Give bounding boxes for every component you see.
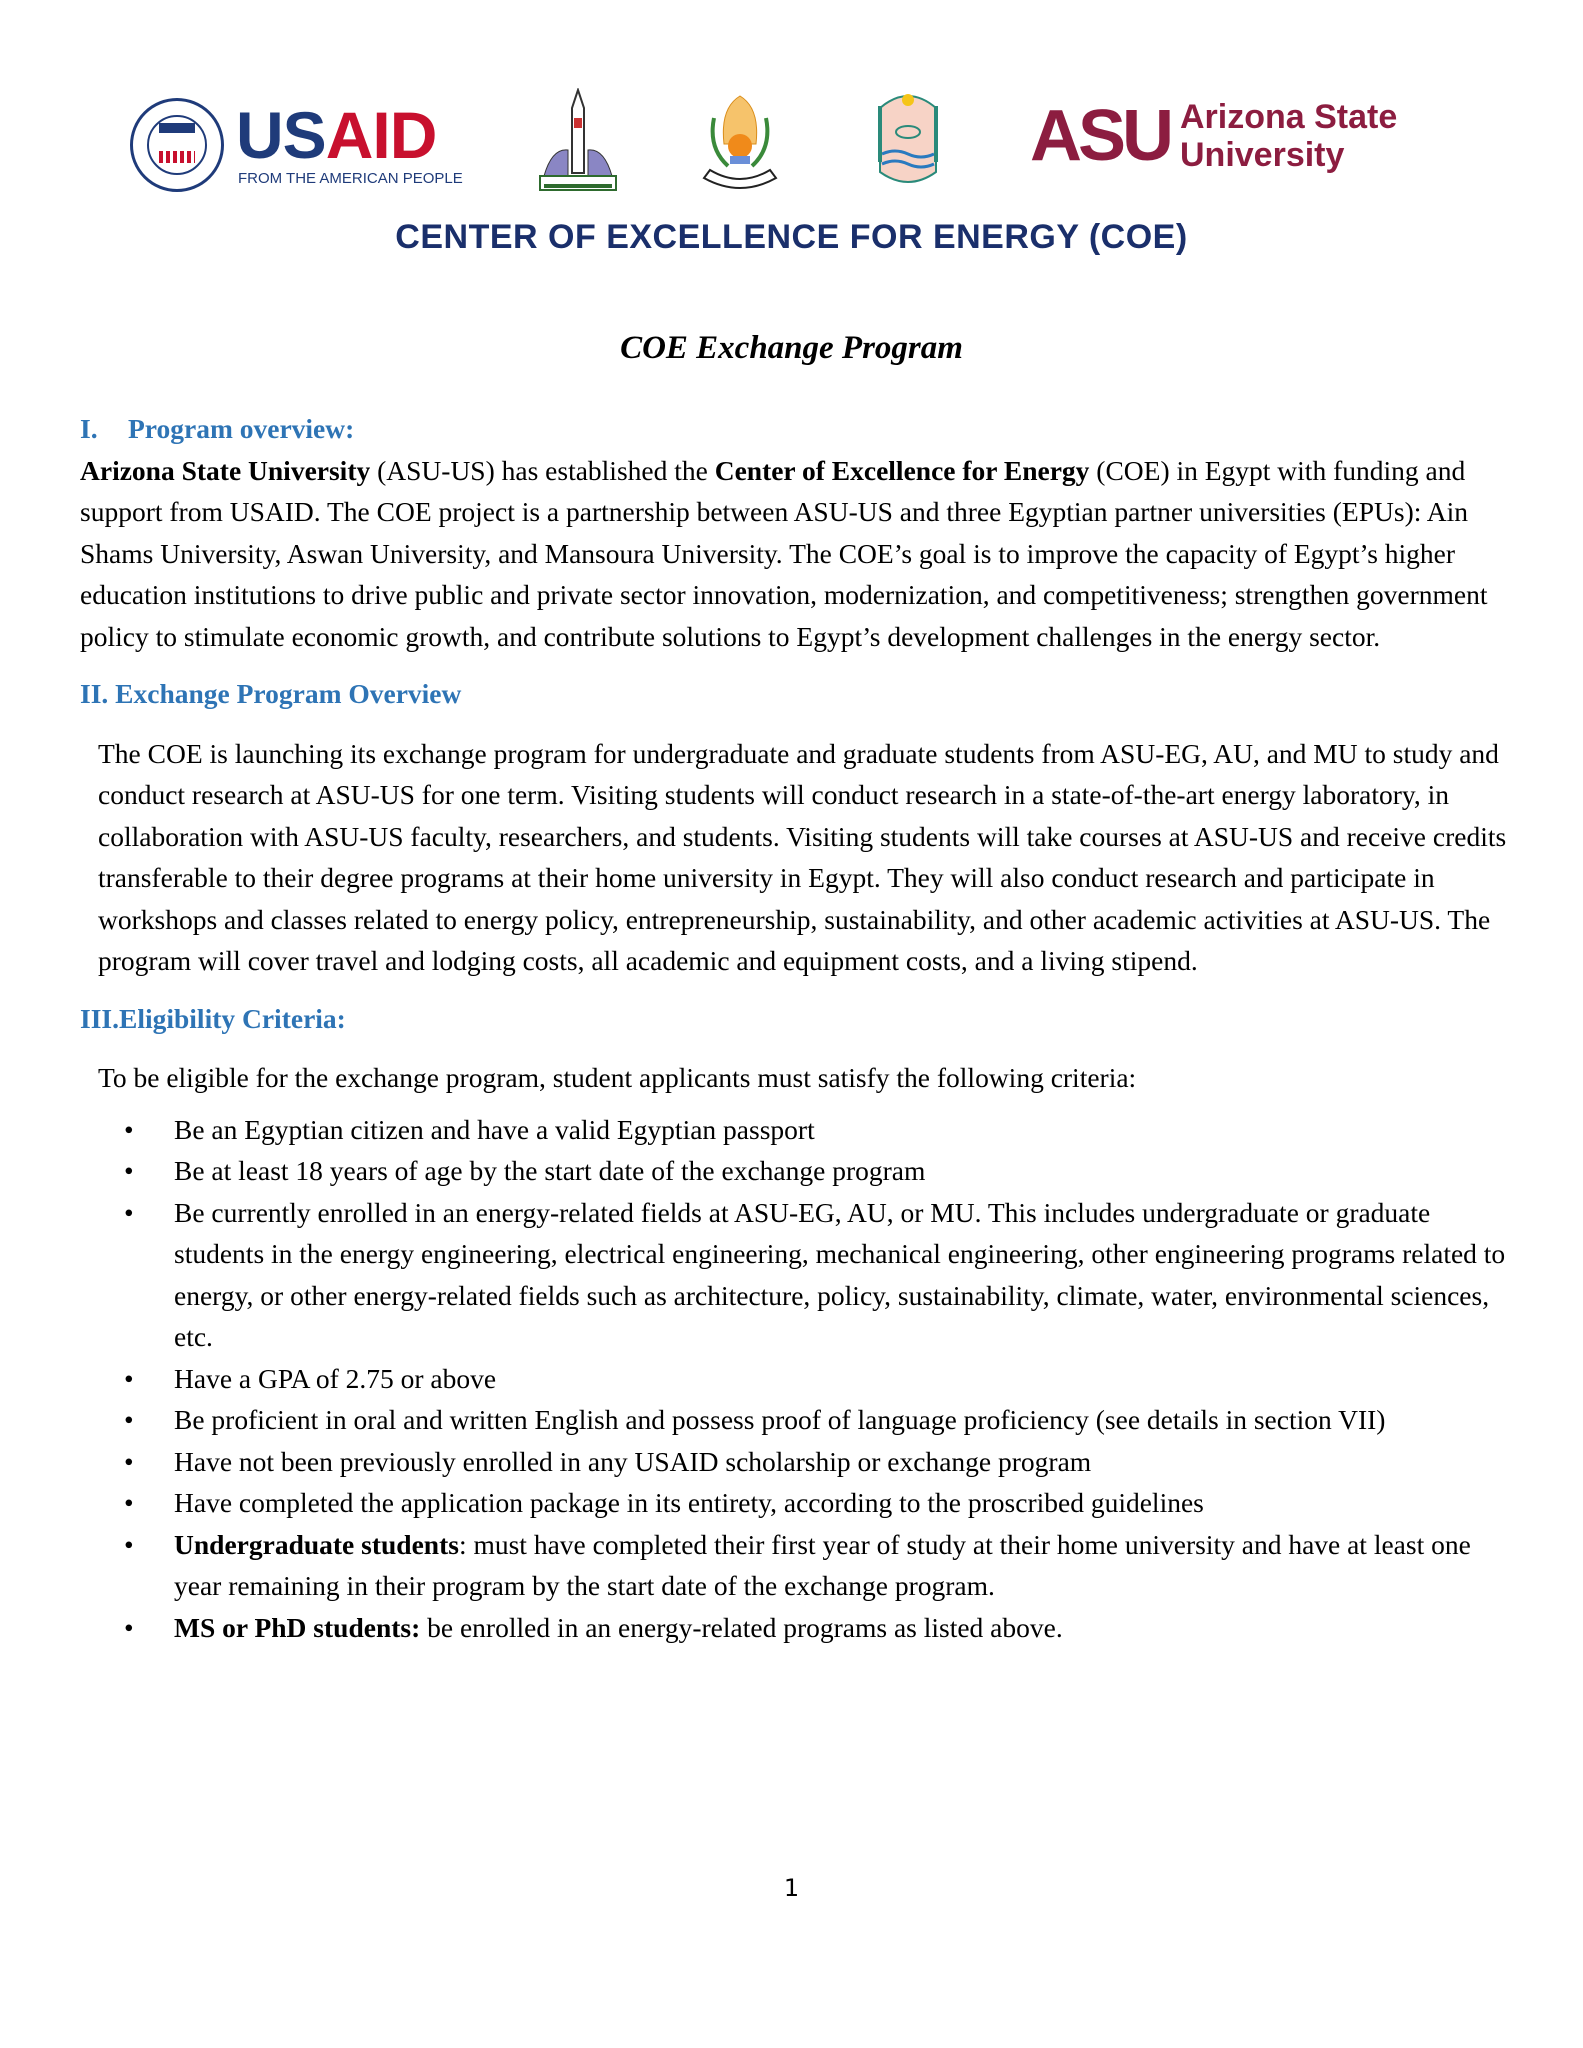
usaid-tagline: FROM THE AMERICAN PEOPLE — [238, 170, 463, 187]
section-heading-program-overview: I. Program overview: — [80, 413, 355, 444]
eligibility-criteria-list — [80, 1109, 1510, 1649]
asu-logo-mark: ASU — [1030, 96, 1171, 176]
bullet-icon: • — [124, 1155, 134, 1186]
eligibility-criterion: • Have not been previously enrolled in any USAID scholarship or exchange program — [80, 1441, 1510, 1483]
bullet-icon: • — [124, 1445, 134, 1477]
document-body — [80, 408, 1510, 1648]
eligibility-criterion: • Be an Egyptian citizen and have a valid Egyptian passport — [80, 1109, 1510, 1151]
document-subtitle: COE Exchange Program — [620, 330, 963, 366]
bullet-icon: • — [124, 1611, 134, 1643]
exchange-overview-paragraph: The COE is launching its exchange program for undergraduate and graduate students from ASU-EG, AU, and MU to study and conduct research at ASU-US for one term. Visiting students will conduct research in a state-of-the-art energy laboratory, in collaboration with ASU-US faculty, researchers, and students. Visiting students will take courses at ASU-US and receive credits transferable to their degree programs at their home university in Egypt. They will also conduct research and participate in workshops and classes related to energy policy, entrepreneurship, sustainability, and other academic activities at ASU-US. The program will cover travel and lodging costs, all academic and equipment costs, and a living stipend. — [98, 737, 1507, 976]
ain-shams-university-logo-icon — [538, 88, 618, 198]
bullet-icon: • — [124, 1528, 134, 1560]
bullet-icon: • — [124, 1487, 134, 1518]
eligibility-criterion: • Be at least 18 years of age by the start date of the exchange program — [80, 1150, 1510, 1192]
page-number: 1 — [783, 1874, 800, 1902]
eligibility-criterion: • Undergraduate students: must have completed their first year of study at their home university and have at least one year remaining in their program by the start date of the exchange program. — [80, 1524, 1510, 1607]
bullet-icon: • — [124, 1196, 134, 1228]
mansoura-university-logo-icon — [700, 88, 780, 198]
document-title: CENTER OF EXCELLENCE FOR ENERGY (COE) — [395, 218, 1188, 256]
section-heading-eligibility: III.Eligibility Criteria: — [80, 1002, 346, 1034]
section-heading-exchange-overview: II. Exchange Program Overview — [80, 678, 462, 709]
bullet-icon: • — [124, 1113, 134, 1145]
usaid-wordmark: USAID — [236, 98, 437, 172]
eligibility-intro: To be eligible for the exchange program, student applicants must satisfy the following criteria: — [98, 1062, 1137, 1093]
partner-logos — [0, 88, 1583, 188]
eligibility-criterion: • Have a GPA of 2.75 or above — [80, 1358, 1510, 1400]
usaid-seal-icon — [130, 98, 224, 192]
eligibility-criterion: • Be proficient in oral and written English and possess proof of language proficiency (see details in section VII) — [80, 1399, 1510, 1441]
bullet-icon: • — [124, 1404, 134, 1435]
eligibility-criterion: • Have completed the application package in its entirety, according to the proscribed guidelines — [80, 1482, 1510, 1524]
bullet-icon: • — [124, 1362, 134, 1394]
eligibility-criterion: • Be currently enrolled in an energy-related fields at ASU-EG, AU, or MU. This includes undergraduate or graduate students in the energy engineering, electrical engineering, mechanical engineering, other engineering programs related to energy, or other energy-related fields such as architecture, policy, sustainability, climate, water, environmental sciences, etc. — [80, 1192, 1510, 1358]
asu-logo-name: Arizona State University — [1180, 98, 1398, 174]
aswan-university-logo-icon — [868, 88, 948, 198]
program-overview-paragraph: Arizona State University (ASU-US) has established the Center of Excellence for Energy (COE) in Egypt with funding and support from USAID. The COE project is a partnership between ASU-US and three Egyptian partner universities (EPUs): Ain Shams University, Aswan University, and Mansoura University. The COE’s goal is to improve the capacity of Egypt’s higher education institutions to drive public and private sector innovation, modernization, and competitiveness; strengthen government policy to stimulate economic growth, and contribute solutions to Egypt’s development challenges in the energy sector. — [80, 454, 1488, 652]
eligibility-criterion: • MS or PhD students: be enrolled in an energy-related programs as listed above. — [80, 1607, 1510, 1649]
